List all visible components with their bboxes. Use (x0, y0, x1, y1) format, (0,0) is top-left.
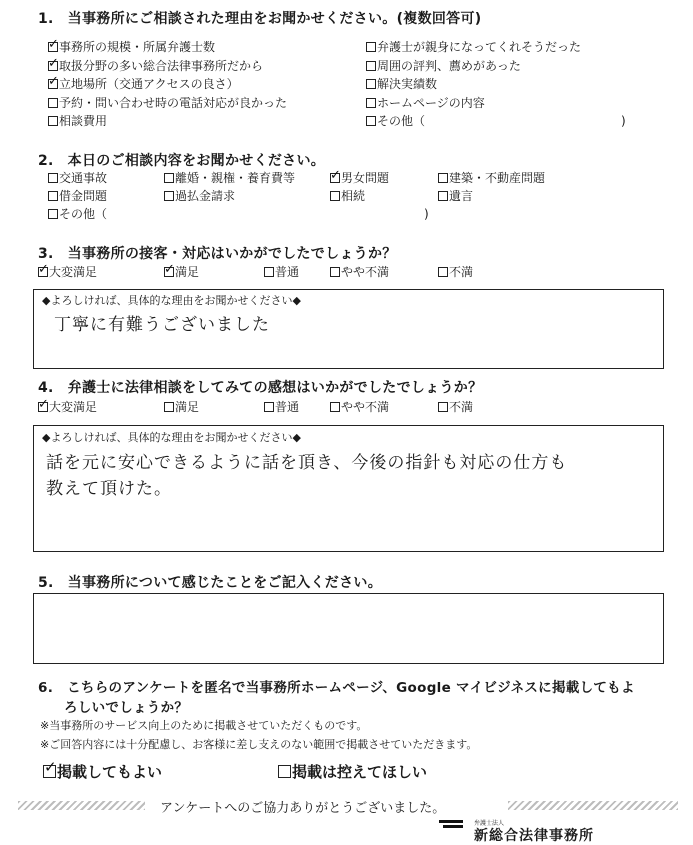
q2-option-other-checkbox[interactable] (48, 209, 58, 219)
q1-option-right-4-checkbox[interactable] (366, 116, 376, 126)
q1-other-close: ) (621, 114, 626, 128)
q2-option-r2-0[interactable] (48, 189, 107, 203)
q3-rating-2-checkbox[interactable] (264, 267, 274, 277)
q3-comment-label: ◆よろしければ、具体的な理由をお聞かせください◆ (42, 294, 301, 307)
q1-option-left-1-checkbox[interactable] (48, 55, 59, 71)
q1-option-left-4[interactable] (48, 114, 107, 128)
q2-option-r1-2[interactable] (330, 168, 390, 185)
footer-hatch-right (508, 801, 678, 810)
q2-option-r1-1-label: 離婚・親権・養育費等 (175, 171, 296, 185)
q4-rating-3[interactable] (330, 400, 389, 414)
q1-option-right-0-label: 弁護士が親身になってくれそうだった (377, 40, 582, 54)
q5-number: 5. (38, 575, 54, 591)
q4-rating-1[interactable] (164, 400, 199, 414)
q3-rating-4-checkbox[interactable] (438, 267, 448, 277)
q3-rating-3-label: やや不満 (341, 265, 390, 279)
checkmark-icon: ✓ (44, 758, 57, 776)
q2-number: 2. (38, 153, 54, 169)
q3-rating-1-label: 満足 (175, 265, 200, 279)
consent-yes[interactable] (43, 758, 163, 782)
q5-comment-box[interactable] (33, 593, 664, 664)
q1-option-left-0-label: 事務所の規模・所属弁護士数 (59, 40, 216, 54)
consent-no-label: 掲載は控えてほしい (292, 763, 428, 781)
q6-note2: ※ご回答内容には十分配慮し、お客様に差し支えのない範囲で掲載させていただきます。 (40, 738, 478, 751)
q4-rating-0-checkbox[interactable] (38, 397, 49, 412)
q2-title-text: 本日のご相談内容をお聞かせください。 (67, 153, 326, 169)
q1-option-left-3-checkbox[interactable] (48, 98, 58, 108)
q6-note1: ※当事務所のサービス向上のために掲載させていただくものです。 (40, 719, 368, 732)
q2-option-other-label: その他（ (59, 207, 108, 221)
q4-comment-label: ◆よろしければ、具体的な理由をお聞かせください◆ (42, 431, 301, 444)
q2-option-r2-3-label: 遺言 (449, 189, 474, 203)
q2-option-r2-2-label: 相続 (341, 189, 366, 203)
checkmark-icon: ✓ (38, 262, 49, 277)
q4-rating-1-checkbox[interactable] (164, 402, 174, 412)
checkmark-icon: ✓ (38, 397, 49, 412)
q2-option-r1-3-checkbox[interactable] (438, 173, 448, 183)
q4-number: 4. (38, 380, 54, 396)
q2-option-r2-1-label: 過払金請求 (175, 189, 236, 203)
q1-option-right-2[interactable] (366, 77, 437, 91)
q3-rating-1-checkbox[interactable] (164, 262, 175, 277)
consent-yes-checkbox[interactable] (43, 758, 57, 778)
q4-comment-box[interactable] (33, 425, 664, 552)
q4-rating-4-checkbox[interactable] (438, 402, 448, 412)
q4-comment-answer-line1: 話を元に安心できるように話を頂き、今後の指針も対応の仕方も (46, 453, 568, 473)
q6-title-line2: ろしいでしょうか？ (64, 700, 189, 716)
q6-title-line1 (38, 676, 635, 696)
q1-option-left-2-label: 立地場所（交通アクセスの良さ） (59, 77, 239, 91)
q4-rating-2[interactable] (264, 400, 299, 414)
q3-rating-4[interactable] (438, 265, 473, 279)
q1-option-right-4[interactable] (366, 114, 425, 128)
firm-logo-name: 新総合法律事務所 (474, 828, 594, 844)
q4-rating-4[interactable] (438, 400, 473, 414)
q2-option-r1-0-label: 交通事故 (59, 171, 108, 185)
q3-rating-4-label: 不満 (449, 265, 474, 279)
q1-option-left-2-checkbox[interactable] (48, 74, 59, 89)
consent-no[interactable] (278, 761, 427, 782)
q2-option-r2-2[interactable] (330, 189, 365, 203)
checkmark-icon: ✓ (330, 168, 341, 183)
q2-option-r2-1[interactable] (164, 189, 235, 203)
q1-option-right-0-checkbox[interactable] (366, 42, 376, 52)
q2-option-r1-1-checkbox[interactable] (164, 173, 174, 183)
q4-rating-0[interactable] (38, 397, 98, 414)
q2-option-r2-2-checkbox[interactable] (330, 191, 340, 201)
checkmark-icon: ✓ (48, 74, 59, 89)
q3-rating-2[interactable] (264, 265, 299, 279)
checkmark-icon: ✓ (48, 37, 59, 52)
q2-option-other[interactable] (48, 207, 107, 221)
q1-option-left-1[interactable] (48, 55, 264, 73)
firm-logo-small: 弁護士法人 (474, 820, 505, 827)
q2-other-close: ) (424, 207, 429, 221)
q4-rating-1-label: 満足 (175, 400, 200, 414)
q4-rating-2-label: 普通 (275, 400, 300, 414)
q1-option-right-3[interactable] (366, 96, 485, 110)
q1-option-left-2[interactable] (48, 74, 239, 91)
q2-option-r1-0[interactable] (48, 171, 107, 185)
consent-yes-label: 掲載してもよい (57, 763, 163, 781)
q3-rating-3[interactable] (330, 265, 389, 279)
q1-number: 1. (38, 11, 54, 27)
q2-option-r1-2-label: 男女問題 (341, 171, 390, 185)
q2-option-r2-3-checkbox[interactable] (438, 191, 448, 201)
q4-rating-3-checkbox[interactable] (330, 402, 340, 412)
q3-rating-0-checkbox[interactable] (38, 262, 49, 277)
q3-rating-3-checkbox[interactable] (330, 267, 340, 277)
q4-rating-3-label: やや不満 (341, 400, 390, 414)
q4-comment-answer-line2: 教えて頂けた。 (46, 479, 172, 499)
q2-option-r2-3[interactable] (438, 189, 473, 203)
q1-option-right-1[interactable] (366, 59, 521, 73)
q5-title (38, 572, 382, 592)
q3-rating-1[interactable] (164, 262, 200, 279)
q2-option-r1-1[interactable] (164, 171, 295, 185)
q2-option-r1-2-checkbox[interactable] (330, 168, 341, 183)
q3-rating-0-label: 大変満足 (49, 265, 98, 279)
q4-title-text: 弁護士に法律相談をしてみての感想はいかがでしたでしょうか？ (67, 380, 483, 396)
q1-option-left-1-label: 取扱分野の多い総合法律事務所だから (59, 58, 264, 73)
q6-number: 6. (38, 680, 54, 696)
q4-rating-4-label: 不満 (449, 400, 474, 414)
q1-title (38, 8, 481, 28)
firm-logo-mark (439, 820, 463, 823)
q2-option-r1-3[interactable] (438, 171, 545, 185)
q4-title (38, 377, 482, 397)
q2-option-r2-0-label: 借金問題 (59, 189, 108, 203)
q1-option-right-2-checkbox[interactable] (366, 79, 376, 89)
q1-option-right-1-checkbox[interactable] (366, 61, 376, 71)
q3-title (38, 243, 397, 263)
q1-option-right-4-label: その他（ (377, 114, 426, 128)
consent-no-checkbox[interactable] (278, 765, 291, 778)
firm-logo-mark-2 (443, 825, 463, 828)
q1-option-left-0[interactable] (48, 37, 216, 54)
q2-option-r1-3-label: 建築・不動産問題 (449, 171, 546, 185)
q2-option-r1-0-checkbox[interactable] (48, 173, 58, 183)
q1-option-left-0-checkbox[interactable] (48, 37, 59, 52)
q1-title-text: 当事務所にご相談された理由をお聞かせください。(複数回答可) (67, 11, 482, 27)
q1-option-right-2-label: 解決実績数 (377, 77, 438, 91)
footer-hatch-left (18, 801, 145, 810)
q3-comment-box[interactable] (33, 289, 664, 369)
q5-title-text: 当事務所について感じたことをご記入ください。 (67, 575, 382, 591)
q4-rating-2-checkbox[interactable] (264, 402, 274, 412)
q1-option-right-0[interactable] (366, 40, 581, 54)
q3-rating-0[interactable] (38, 262, 98, 279)
footer-thanks: アンケートへのご協力ありがとうございました。 (160, 801, 446, 816)
q1-option-left-3-label: 予約・問い合わせ時の電話対応が良かった (59, 95, 288, 110)
q3-rating-2-label: 普通 (275, 265, 300, 279)
checkmark-icon: ✓ (48, 55, 59, 71)
q2-option-r2-0-checkbox[interactable] (48, 191, 58, 201)
q6-title-text-1: こちらのアンケートを匿名で当事務所ホームページ、Google マイビジネスに掲載してもよ (67, 680, 635, 696)
q3-title-text: 当事務所の接客・対応はいかがでしたでしょうか？ (67, 246, 397, 262)
q4-rating-0-label: 大変満足 (49, 400, 98, 414)
q1-option-right-1-label: 周囲の評判、薦めがあった (377, 58, 521, 73)
q1-option-right-3-checkbox[interactable] (366, 98, 376, 108)
q1-option-left-3[interactable] (48, 96, 287, 110)
q1-option-right-3-label: ホームページの内容 (377, 95, 485, 110)
q3-number: 3. (38, 246, 54, 262)
q2-option-r2-1-checkbox[interactable] (164, 191, 174, 201)
q3-comment-answer: 丁寧に有難うございました (54, 315, 270, 335)
q2-title (38, 150, 325, 170)
q1-option-left-4-checkbox[interactable] (48, 116, 58, 126)
checkmark-icon: ✓ (164, 262, 175, 277)
q1-option-left-4-label: 相談費用 (59, 114, 108, 128)
